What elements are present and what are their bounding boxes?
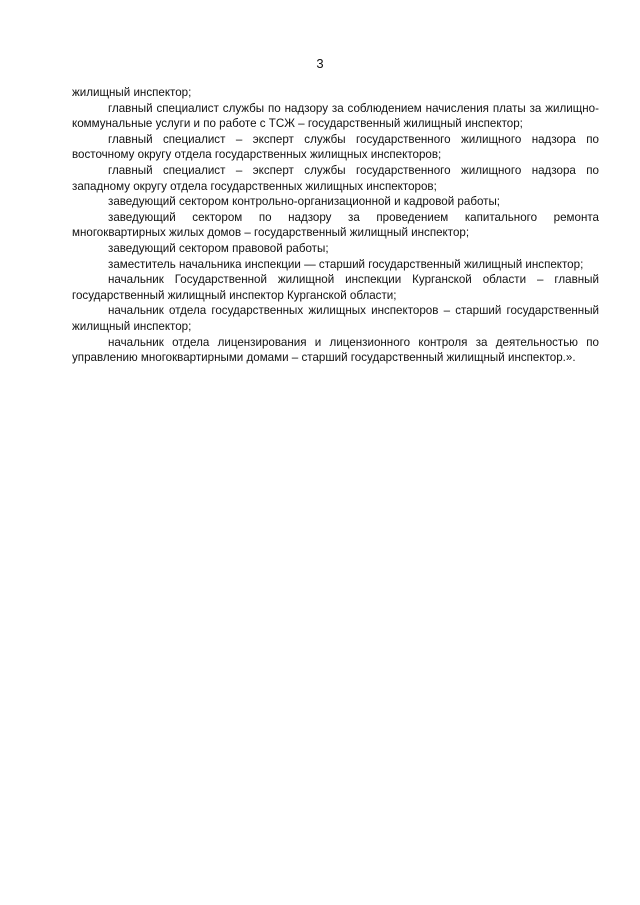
paragraph-position: главный специалист службы по надзору за соблюдением начисления платы за жилищно-коммунальные услуги и по работе с ТСЖ – государственный жилищный инспектор; — [72, 101, 599, 131]
paragraph-position: главный специалист – эксперт службы государственного жилищного надзора по западному округу отдела государственных жилищных инспекторов; — [72, 163, 599, 193]
paragraph-position: начальник отдела государственных жилищных инспекторов – старший государственный жилищный инспектор; — [72, 304, 599, 333]
document-body — [72, 85, 599, 366]
paragraph-position: главный специалист – эксперт службы государственного жилищного надзора по восточному округу отдела государственных жилищных инспекторов; — [72, 132, 599, 162]
paragraph-position: начальник отдела лицензирования и лицензионного контроля за деятельностью по управлению многоквартирными домами – старший государственный жилищный инспектор.». — [72, 335, 599, 365]
paragraph-position: заведующий сектором по надзору за проведением капитального ремонта многоквартирных жилых домов – государственный жилищный инспектор; — [72, 210, 599, 240]
paragraph-position: заведующий сектором контрольно-организационной и кадровой работы; — [108, 195, 501, 209]
paragraph-position: заведующий сектором правовой работы; — [108, 241, 329, 255]
paragraph-continuation: жилищный инспектор; — [72, 86, 192, 99]
page-number: 3 — [316, 56, 324, 71]
paragraph-position: начальник Государственной жилищной инспекции Курганской области – главный государственный жилищный инспектор Курганской области; — [72, 273, 599, 302]
paragraph-position: заместитель начальника инспекции — старший государственный жилищный инспектор; — [108, 257, 584, 271]
